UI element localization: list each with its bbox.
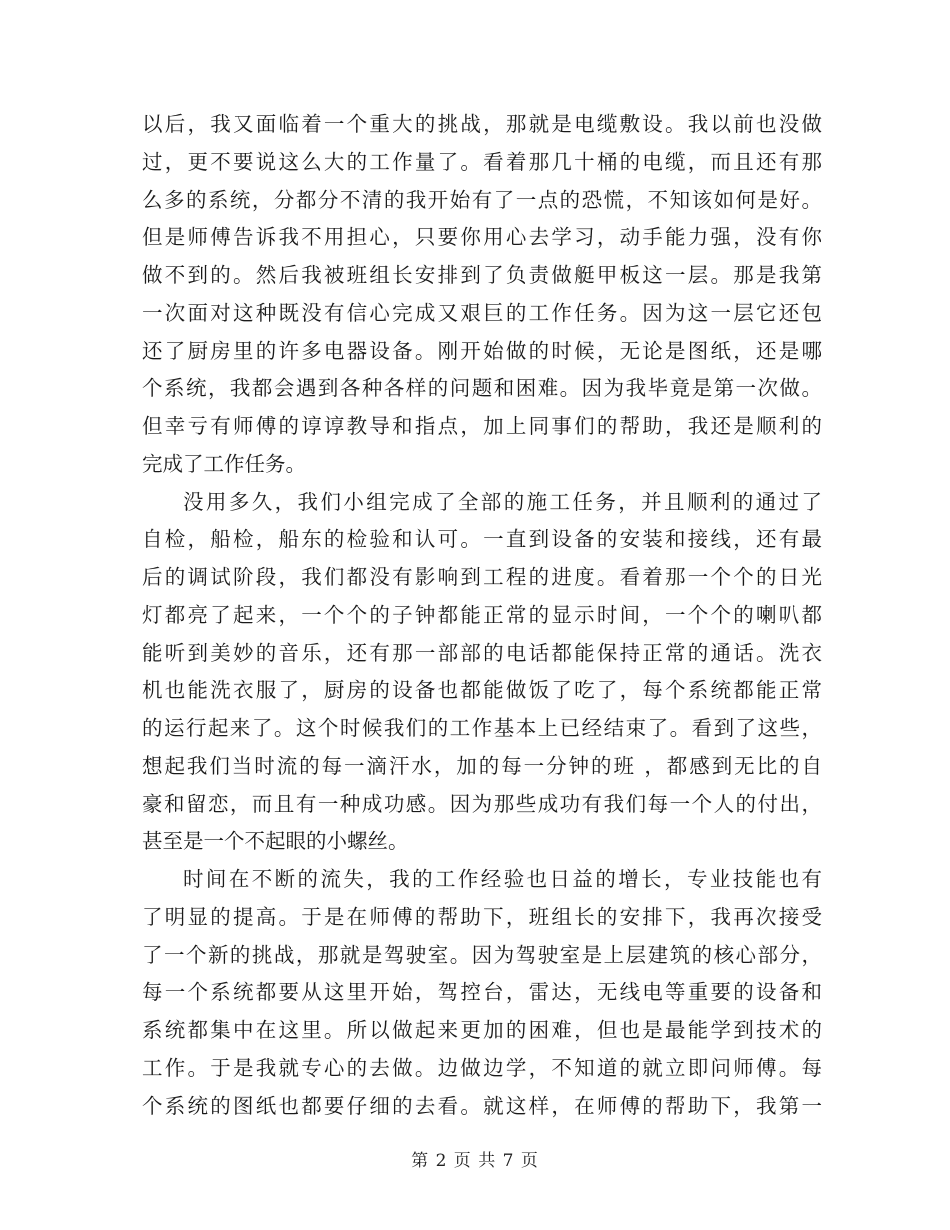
text-line: 能听到美妙的音乐，还有那一部部的电话都能保持正常的通话。洗衣: [142, 640, 822, 665]
text-line: 的运行起来了。这个时候我们的工作基本上已经结束了。看到了这些，: [142, 716, 822, 740]
text-line: 想起我们当时流的每一滴汗水，加的每一分钟的班 ，都感到无比的自: [142, 753, 822, 778]
paragraph-1: [142, 106, 822, 484]
body-text: [142, 106, 822, 1125]
text-line: 系统都集中在这里。所以做起来更加的困难，但也是最能学到技术的: [142, 1018, 822, 1042]
text-line: 时间在不断的流失，我的工作经验也日益的增长，专业技能也有: [183, 867, 822, 891]
text-line: 了一个新的挑战，那就是驾驶室。因为驾驶室是上层建筑的核心部分，: [142, 942, 822, 967]
text-line: 甚至是一个不起眼的小螺丝。: [142, 829, 409, 854]
page-footer: [0, 1146, 950, 1171]
text-line: 以后，我又面临着一个重大的挑战，那就是电缆敷设。我以前也没做: [142, 112, 822, 136]
text-line: 还了厨房里的许多电器设备。刚开始做的时候，无论是图纸，还是哪: [142, 338, 822, 363]
page-number-current: 2: [435, 1151, 448, 1171]
text-line: 工作。于是我就专心的去做。边做边学，不知道的就立即问师傅。每: [142, 1055, 822, 1080]
paragraph-3: [142, 861, 822, 1125]
text-line: 做不到的。然后我被班组长安排到了负责做艇甲板这一层。那是我第: [142, 263, 822, 287]
text-line: 一次面对这种既没有信心完成又艰巨的工作任务。因为这一层它还包: [142, 300, 822, 325]
text-line: 完成了工作任务。: [142, 451, 306, 476]
text-line: 个系统的图纸也都要仔细的去看。就这样，在师傅的帮助下，我第一: [142, 1093, 822, 1118]
footer-suffix: 页: [520, 1151, 539, 1171]
text-line: 了明显的提高。于是在师傅的帮助下，班组长的安排下，我再次接受: [142, 904, 822, 929]
text-line: 么多的系统，分都分不清的我开始有了一点的恐慌，不知该如何是好。: [142, 187, 822, 212]
footer-middle: 页 共: [453, 1151, 497, 1171]
text-line: 过，更不要说这么大的工作量了。看着那几十桶的电缆，而且还有那: [142, 149, 822, 174]
page-number-total: 7: [502, 1151, 515, 1171]
paragraph-2: [142, 484, 822, 862]
text-line: 自检，船检，船东的检验和认可。一直到设备的安装和接线，还有最: [142, 527, 822, 552]
footer-prefix: 第: [411, 1151, 430, 1171]
text-line: 个系统，我都会遇到各种各样的问题和困难。因为我毕竟是第一次做。: [142, 376, 822, 401]
text-line: 灯都亮了起来，一个个的子钟都能正常的显示时间，一个个的喇叭都: [142, 602, 822, 627]
text-line: 但是师傅告诉我不用担心，只要你用心去学习，动手能力强，没有你: [142, 225, 822, 250]
text-line: 没用多久，我们小组完成了全部的施工任务，并且顺利的通过了: [183, 489, 822, 514]
text-line: 每一个系统都要从这里开始，驾控台，雷达，无线电等重要的设备和: [142, 980, 822, 1005]
text-line: 后的调试阶段，我们都没有影响到工程的进度。看着那一个个的日光: [142, 565, 822, 589]
text-line: 但幸亏有师傅的谆谆教导和指点，加上同事们的帮助，我还是顺利的: [142, 414, 822, 438]
text-line: 豪和留恋，而且有一种成功感。因为那些成功有我们每一个人的付出，: [142, 791, 822, 816]
text-line: 机也能洗衣服了，厨房的设备也都能做饭了吃了，每个系统都能正常: [142, 678, 822, 703]
